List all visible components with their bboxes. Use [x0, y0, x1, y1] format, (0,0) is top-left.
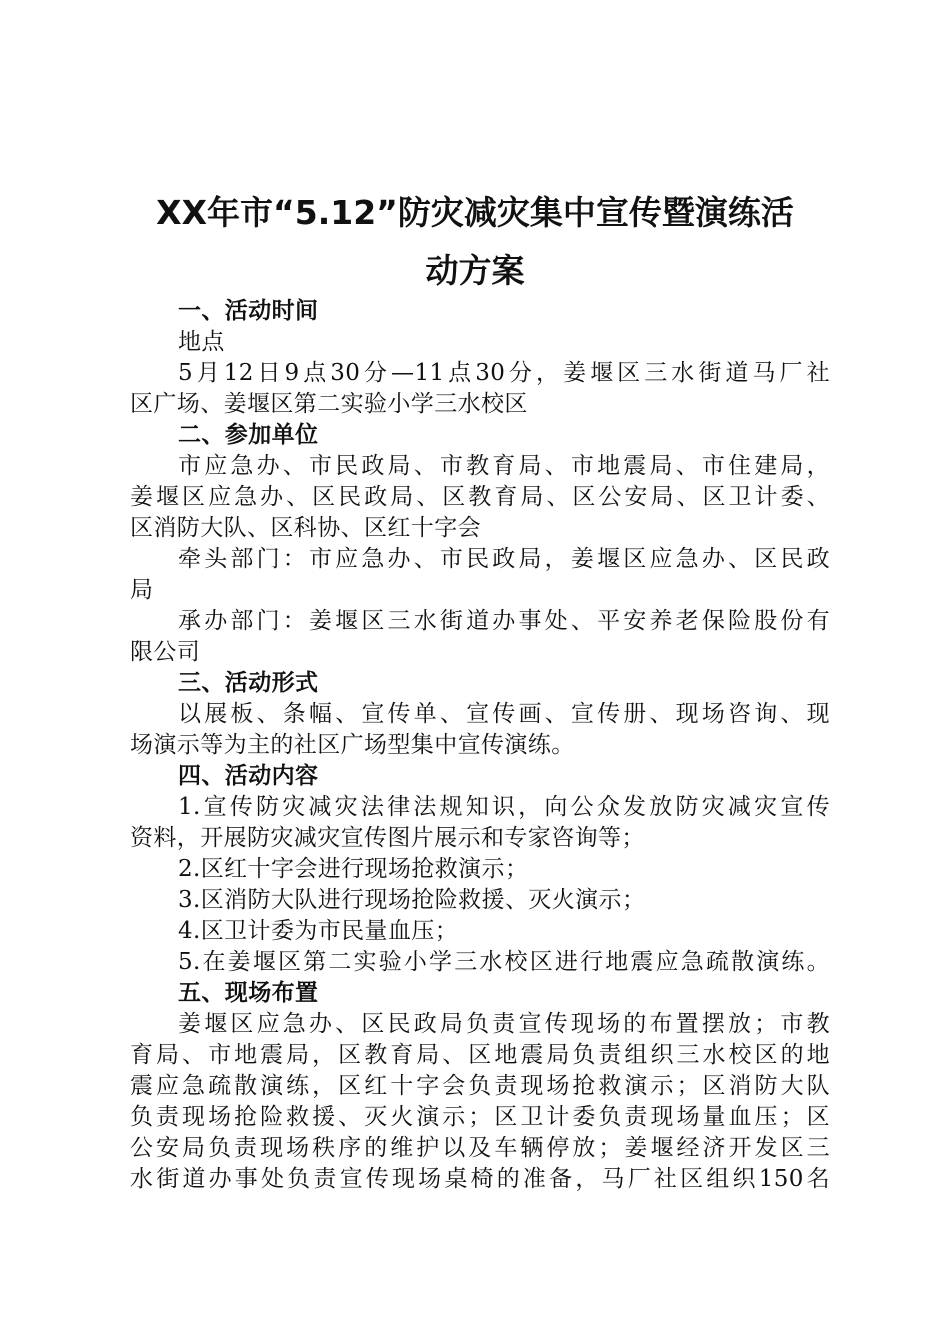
body-text-line: 水街道办事处负责宣传现场桌椅的准备，马厂社区组织150名: [130, 1166, 830, 1192]
body-text-line: 牵头部门：市应急办、市民政局，姜堰区应急办、区民政: [178, 546, 830, 572]
document-title-line-2: 动方案: [425, 251, 525, 290]
body-text-line: 承办部门：姜堰区三水街道办事处、平安养老保险股份有: [178, 608, 830, 634]
body-text-line: 资料，开展防灾减灾宣传图片展示和专家咨询等；: [130, 825, 645, 851]
body-text-line: 负责现场抢险救援、灭火演示；区卫计委负责现场量血压；区: [130, 1104, 830, 1130]
body-text-line: 限公司: [130, 639, 201, 665]
body-text-line: 4.区卫计委为市民量血压；: [178, 918, 459, 944]
body-text-line: 5月12日9点30分—11点30分，姜堰区三水街道马厂社: [178, 360, 830, 386]
body-text-line: 2.区红十字会进行现场抢救演示；: [178, 856, 529, 882]
document-title-line-1: XX年市“5.12”防灾减灾集中宣传暨演练活: [156, 193, 794, 232]
body-text-line: 震应急疏散演练，区红十字会负责现场抢救演示；区消防大队: [130, 1073, 830, 1099]
body-text-line: 1.宣传防灾减灾法律法规知识，向公众发放防灾减灾宣传: [178, 794, 830, 820]
body-text-line: 3.区消防大队进行现场抢险救援、灭火演示；: [178, 887, 646, 913]
section-heading: 四、活动内容: [178, 763, 319, 789]
body-text-line: 5.在姜堰区第二实验小学三水校区进行地震应急疏散演练。: [178, 949, 830, 975]
body-text-line: 局: [130, 577, 154, 603]
section-heading: 五、现场布置: [178, 980, 319, 1006]
body-text-line: 以展板、条幅、宣传单、宣传画、宣传册、现场咨询、现: [178, 701, 830, 727]
section-heading: 一、活动时间: [178, 298, 319, 324]
body-text-line: 市应急办、市民政局、市教育局、市地震局、市住建局，: [178, 453, 830, 479]
body-text-line: 区广场、姜堰区第二实验小学三水校区: [130, 391, 528, 417]
document-body: [130, 296, 830, 1195]
body-text-line: 地点: [178, 329, 225, 355]
body-text-line: 区消防大队、区科协、区红十字会: [130, 515, 481, 541]
body-text-line: 姜堰区应急办、区民政局负责宣传现场的布置摆放；市教: [178, 1011, 830, 1037]
body-text-line: 场演示等为主的社区广场型集中宣传演练。: [130, 732, 575, 758]
body-text-line: 育局、市地震局，区教育局、区地震局负责组织三水校区的地: [130, 1042, 830, 1068]
body-text-line: 姜堰区应急办、区民政局、区教育局、区公安局、区卫计委、: [130, 484, 830, 510]
section-heading: 二、参加单位: [178, 422, 319, 448]
section-heading: 三、活动形式: [178, 670, 319, 696]
body-text-line: 公安局负责现场秩序的维护以及车辆停放；姜堰经济开发区三: [130, 1135, 830, 1161]
